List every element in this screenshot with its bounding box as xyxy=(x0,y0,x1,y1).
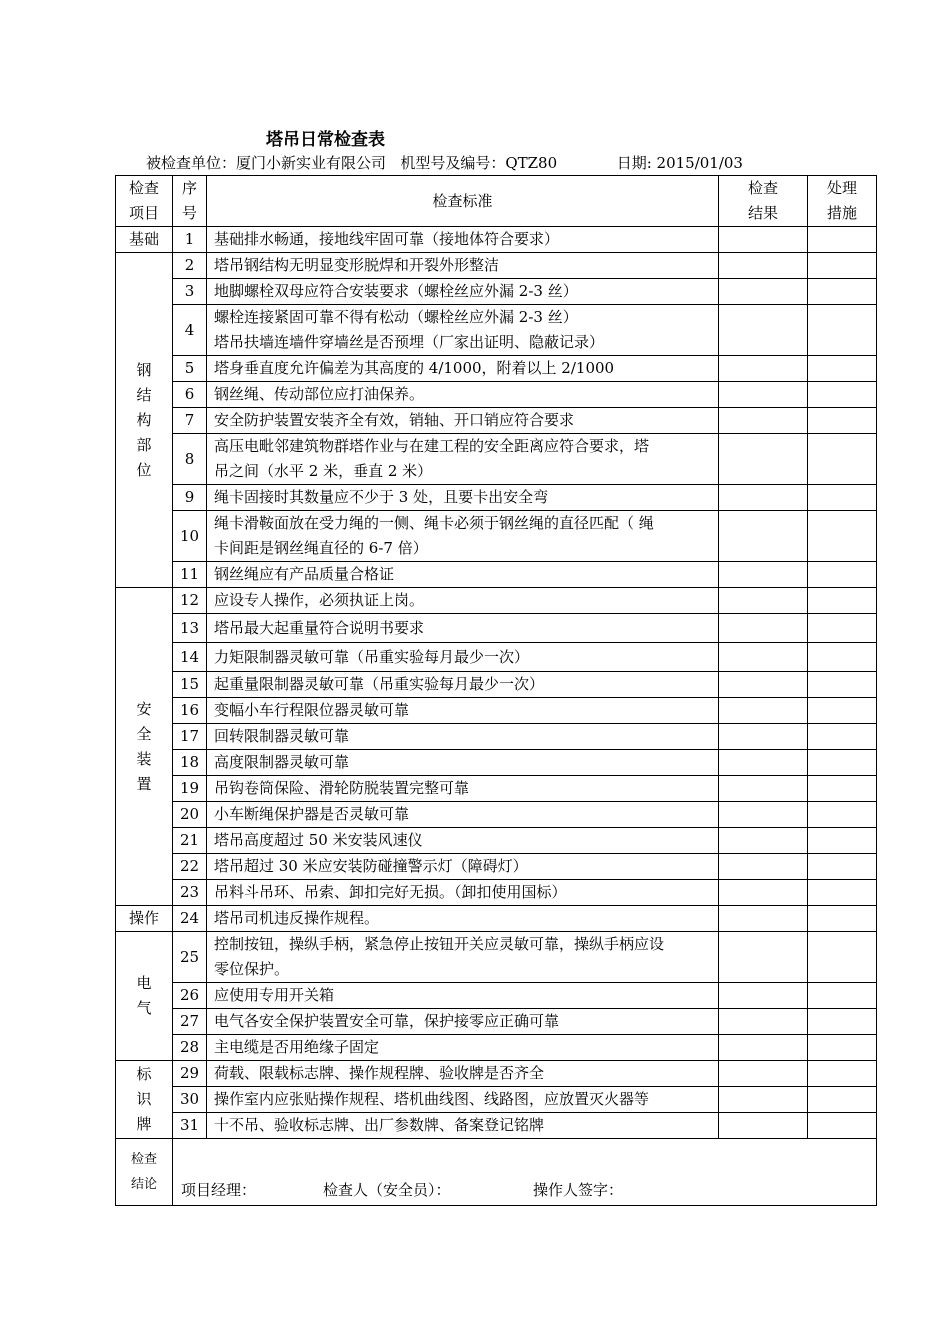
row-no: 10 xyxy=(173,511,207,562)
table-row xyxy=(116,485,877,511)
measure-cell[interactable] xyxy=(808,305,877,356)
row-standard: 塔吊钢结构无明显变形脱焊和开裂外形整洁 xyxy=(207,253,719,279)
result-cell[interactable] xyxy=(719,854,808,880)
group-electrical: 电 气 xyxy=(116,932,173,1061)
row-no: 17 xyxy=(173,724,207,750)
result-cell[interactable] xyxy=(719,408,808,434)
table-row xyxy=(116,382,877,408)
table-row xyxy=(116,356,877,382)
conclusion-content[interactable] xyxy=(173,1139,877,1206)
result-cell[interactable] xyxy=(719,511,808,562)
measure-cell[interactable] xyxy=(808,408,877,434)
result-cell[interactable] xyxy=(719,562,808,588)
table-row xyxy=(116,672,877,698)
inspector-label: 检查人（安全员）： xyxy=(323,1181,451,1199)
table-row xyxy=(116,434,877,485)
row-standard: 起重量限制器灵敏可靠（吊重实验每月最少一次） xyxy=(207,672,719,698)
meta-line xyxy=(146,152,743,173)
measure-cell[interactable] xyxy=(808,511,877,562)
measure-cell[interactable] xyxy=(808,614,877,643)
result-cell[interactable] xyxy=(719,643,808,672)
measure-cell[interactable] xyxy=(808,828,877,854)
measure-cell[interactable] xyxy=(808,1087,877,1113)
result-cell[interactable] xyxy=(719,1009,808,1035)
result-cell[interactable] xyxy=(719,724,808,750)
row-no: 30 xyxy=(173,1087,207,1113)
row-standard: 吊钩卷筒保险、滑轮防脱装置完整可靠 xyxy=(207,776,719,802)
row-standard: 钢丝绳应有产品质量合格证 xyxy=(207,562,719,588)
row-standard: 塔身垂直度允许偏差为其高度的 4/1000，附着以上 2/1000 xyxy=(207,356,719,382)
project-manager-label: 项目经理： xyxy=(181,1181,257,1199)
row-standard: 主电缆是否用绝缘子固定 xyxy=(207,1035,719,1061)
table-row xyxy=(116,750,877,776)
row-no: 1 xyxy=(173,227,207,253)
table-row xyxy=(116,305,877,356)
measure-cell[interactable] xyxy=(808,802,877,828)
row-no: 26 xyxy=(173,983,207,1009)
measure-cell[interactable] xyxy=(808,880,877,906)
result-cell[interactable] xyxy=(719,802,808,828)
row-no: 22 xyxy=(173,854,207,880)
row-no: 29 xyxy=(173,1061,207,1087)
row-no: 4 xyxy=(173,305,207,356)
row-standard: 电气各安全保护装置安全可靠，保护接零应正确可靠 xyxy=(207,1009,719,1035)
inspected-unit: 被检查单位：厦门小新实业有限公司 xyxy=(146,154,387,172)
measure-cell[interactable] xyxy=(808,776,877,802)
row-no: 23 xyxy=(173,880,207,906)
result-cell[interactable] xyxy=(719,1061,808,1087)
measure-cell[interactable] xyxy=(808,724,877,750)
result-cell[interactable] xyxy=(719,279,808,305)
conclusion-label: 检查 结论 xyxy=(116,1139,173,1206)
header-measure: 处理 措施 xyxy=(808,176,877,227)
row-standard: 变幅小车行程限位器灵敏可靠 xyxy=(207,698,719,724)
table-row xyxy=(116,932,877,983)
row-no: 6 xyxy=(173,382,207,408)
row-standard: 基础排水畅通，接地线牢固可靠（接地体符合要求） xyxy=(207,227,719,253)
row-no: 12 xyxy=(173,588,207,614)
measure-cell[interactable] xyxy=(808,750,877,776)
measure-cell[interactable] xyxy=(808,983,877,1009)
table-row xyxy=(116,724,877,750)
table-row xyxy=(116,1113,877,1139)
row-no: 11 xyxy=(173,562,207,588)
row-no: 2 xyxy=(173,253,207,279)
result-cell[interactable] xyxy=(719,382,808,408)
table-row xyxy=(116,1035,877,1061)
table-row xyxy=(116,880,877,906)
conclusion-row xyxy=(116,1139,877,1206)
row-no: 20 xyxy=(173,802,207,828)
result-cell[interactable] xyxy=(719,906,808,932)
group-steel-structure: 钢 结 构 部 位 xyxy=(116,253,173,588)
table-row xyxy=(116,854,877,880)
measure-cell[interactable] xyxy=(808,643,877,672)
row-no: 24 xyxy=(173,906,207,932)
group-operation: 操作 xyxy=(116,906,173,932)
row-no: 14 xyxy=(173,643,207,672)
row-standard: 力矩限制器灵敏可靠（吊重实验每月最少一次） xyxy=(207,643,719,672)
table-row xyxy=(116,828,877,854)
measure-cell[interactable] xyxy=(808,672,877,698)
row-standard: 安全防护装置安装齐全有效，销轴、开口销应符合要求 xyxy=(207,408,719,434)
measure-cell[interactable] xyxy=(808,906,877,932)
header-row xyxy=(116,176,877,227)
header-standard: 检查标准 xyxy=(207,176,719,227)
result-cell[interactable] xyxy=(719,983,808,1009)
table-row xyxy=(116,227,877,253)
row-standard: 塔吊最大起重量符合说明书要求 xyxy=(207,614,719,643)
row-standard: 十不吊、验收标志牌、出厂参数牌、备案登记铭牌 xyxy=(207,1113,719,1139)
table-row xyxy=(116,588,877,614)
row-standard: 控制按钮，操纵手柄，紧急停止按钮开关应灵敏可靠，操纵手柄应设 零位保护。 xyxy=(207,932,719,983)
result-cell[interactable] xyxy=(719,434,808,485)
row-standard: 高压电毗邻建筑物群塔作业与在建工程的安全距离应符合要求，塔 吊之间（水平 2 米，垂直 2 米） xyxy=(207,434,719,485)
result-cell[interactable] xyxy=(719,750,808,776)
row-standard: 应设专人操作，必须执证上岗。 xyxy=(207,588,719,614)
row-standard: 高度限制器灵敏可靠 xyxy=(207,750,719,776)
result-cell[interactable] xyxy=(719,356,808,382)
row-standard: 钢丝绳、传动部位应打油保养。 xyxy=(207,382,719,408)
row-no: 21 xyxy=(173,828,207,854)
header-item: 检查 项目 xyxy=(116,176,173,227)
table-row xyxy=(116,698,877,724)
measure-cell[interactable] xyxy=(808,485,877,511)
measure-cell[interactable] xyxy=(808,1061,877,1087)
result-cell[interactable] xyxy=(719,932,808,983)
measure-cell[interactable] xyxy=(808,588,877,614)
measure-cell[interactable] xyxy=(808,698,877,724)
inspection-date: 日期: 2015/01/03 xyxy=(616,154,743,172)
measure-cell[interactable] xyxy=(808,1035,877,1061)
row-no: 9 xyxy=(173,485,207,511)
group-signage: 标 识 牌 xyxy=(116,1061,173,1139)
measure-cell[interactable] xyxy=(808,434,877,485)
result-cell[interactable] xyxy=(719,253,808,279)
row-no: 3 xyxy=(173,279,207,305)
table-row xyxy=(116,279,877,305)
row-standard: 螺栓连接紧固可靠不得有松动（螺栓丝应外漏 2-3 丝） 塔吊扶墙连墙件穿墙丝是否预埋（厂家出证明、隐蔽记录） xyxy=(207,305,719,356)
result-cell[interactable] xyxy=(719,698,808,724)
row-standard: 应使用专用开关箱 xyxy=(207,983,719,1009)
table-row xyxy=(116,1009,877,1035)
row-no: 19 xyxy=(173,776,207,802)
result-cell[interactable] xyxy=(719,1035,808,1061)
measure-cell[interactable] xyxy=(808,854,877,880)
table-row xyxy=(116,776,877,802)
model-number: 机型号及编号：QTZ80 xyxy=(400,154,558,172)
result-cell[interactable] xyxy=(719,485,808,511)
row-no: 5 xyxy=(173,356,207,382)
measure-cell[interactable] xyxy=(808,932,877,983)
result-cell[interactable] xyxy=(719,828,808,854)
table-row xyxy=(116,983,877,1009)
inspection-table xyxy=(115,175,877,1206)
row-no: 8 xyxy=(173,434,207,485)
table-row xyxy=(116,643,877,672)
measure-cell[interactable] xyxy=(808,562,877,588)
row-standard: 塔吊司机违反操作规程。 xyxy=(207,906,719,932)
row-no: 15 xyxy=(173,672,207,698)
row-standard: 回转限制器灵敏可靠 xyxy=(207,724,719,750)
table-row xyxy=(116,408,877,434)
row-no: 31 xyxy=(173,1113,207,1139)
measure-cell[interactable] xyxy=(808,253,877,279)
group-foundation: 基础 xyxy=(116,227,173,253)
table-row xyxy=(116,253,877,279)
row-no: 18 xyxy=(173,750,207,776)
result-cell[interactable] xyxy=(719,672,808,698)
row-no: 28 xyxy=(173,1035,207,1061)
result-cell[interactable] xyxy=(719,776,808,802)
row-no: 25 xyxy=(173,932,207,983)
header-no: 序 号 xyxy=(173,176,207,227)
result-cell[interactable] xyxy=(719,227,808,253)
row-standard: 塔吊超过 30 米应安装防碰撞警示灯（障碍灯） xyxy=(207,854,719,880)
page-title: 塔吊日常检查表 xyxy=(266,130,385,150)
row-standard: 吊料斗吊环、吊索、卸扣完好无损。（卸扣使用国标） xyxy=(207,880,719,906)
table-row xyxy=(116,1061,877,1087)
table-row xyxy=(116,562,877,588)
result-cell[interactable] xyxy=(719,588,808,614)
measure-cell[interactable] xyxy=(808,1009,877,1035)
row-no: 7 xyxy=(173,408,207,434)
result-cell[interactable] xyxy=(719,880,808,906)
result-cell[interactable] xyxy=(719,305,808,356)
row-standard: 绳卡固接时其数量应不少于 3 处，且要卡出安全弯 xyxy=(207,485,719,511)
row-no: 27 xyxy=(173,1009,207,1035)
table-row xyxy=(116,906,877,932)
row-standard: 地脚螺栓双母应符合安装要求（螺栓丝应外漏 2-3 丝） xyxy=(207,279,719,305)
row-standard: 绳卡滑鞍面放在受力绳的一侧、绳卡必须于钢丝绳的直径匹配（ 绳 卡间距是钢丝绳直径的 6-7 倍） xyxy=(207,511,719,562)
result-cell[interactable] xyxy=(719,1087,808,1113)
row-standard: 荷载、限载标志牌、操作规程牌、验收牌是否齐全 xyxy=(207,1061,719,1087)
row-standard: 操作室内应张贴操作规程、塔机曲线图、线路图，应放置灭火器等 xyxy=(207,1087,719,1113)
operator-signature-label: 操作人签字： xyxy=(533,1181,624,1199)
header-result: 检查 结果 xyxy=(719,176,808,227)
table-row xyxy=(116,511,877,562)
table-row xyxy=(116,614,877,643)
group-safety-devices: 安 全 装 置 xyxy=(116,588,173,906)
table-row xyxy=(116,1087,877,1113)
row-standard: 塔吊高度超过 50 米安装风速仪 xyxy=(207,828,719,854)
result-cell[interactable] xyxy=(719,614,808,643)
row-standard: 小车断绳保护器是否灵敏可靠 xyxy=(207,802,719,828)
measure-cell[interactable] xyxy=(808,227,877,253)
measure-cell[interactable] xyxy=(808,279,877,305)
row-no: 13 xyxy=(173,614,207,643)
row-no: 16 xyxy=(173,698,207,724)
measure-cell[interactable] xyxy=(808,382,877,408)
result-cell[interactable] xyxy=(719,1113,808,1139)
measure-cell[interactable] xyxy=(808,356,877,382)
table-row xyxy=(116,802,877,828)
measure-cell[interactable] xyxy=(808,1113,877,1139)
